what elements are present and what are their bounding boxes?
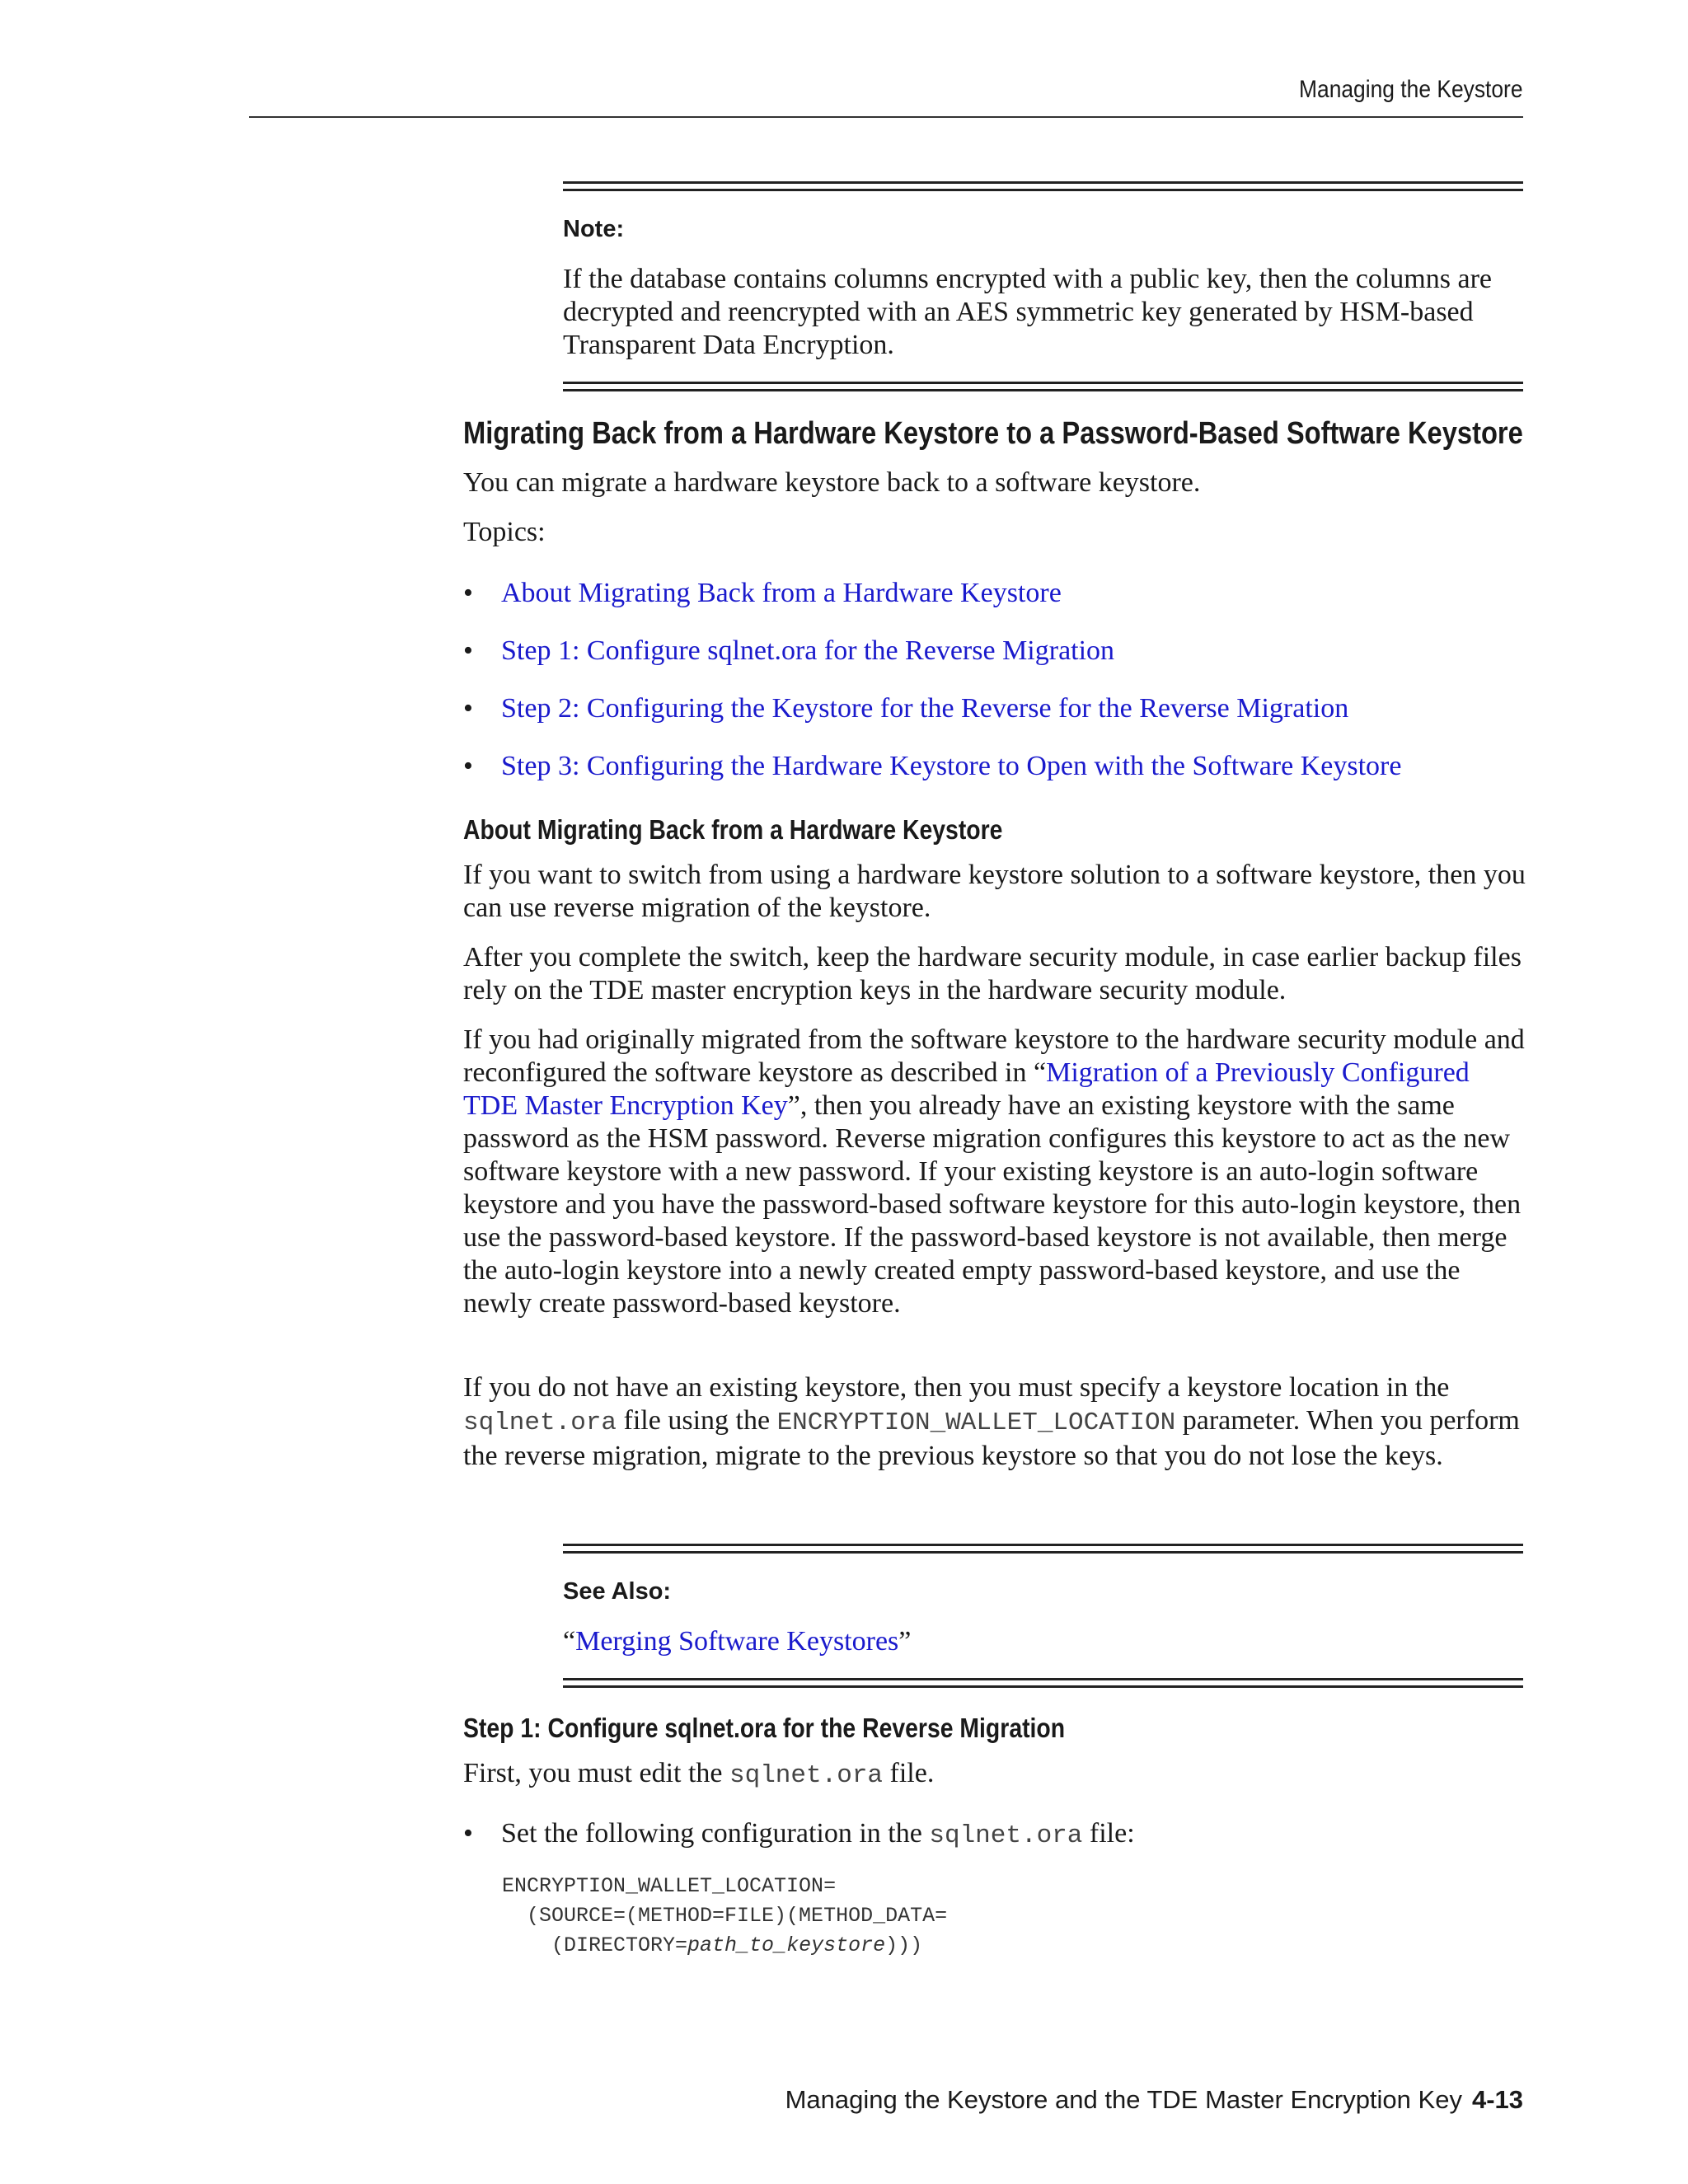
about-paragraph-1: If you want to switch from using a hardware keystore solution to a software keystore, then you can use reverse migration of the keystore.	[463, 860, 1526, 923]
about-heading: About Migrating Back from a Hardware Keystore	[463, 814, 1003, 845]
header-rule	[249, 116, 1523, 118]
migration-link[interactable]: Migration of a Previously Configured TDE Master Encryption Key	[463, 1057, 1470, 1121]
inline-code: ENCRYPTION_WALLET_LOCATION	[776, 1408, 1176, 1437]
note-box	[563, 181, 1523, 391]
section-heading: Migrating Back from a Hardware Keystore to a Password-Based Software Keystore	[463, 416, 1523, 451]
topic-item: • Step 1: Configure sqlnet.ora for the Reverse Migration	[463, 635, 1115, 666]
footer-title: Managing the Keystore and the TDE Master Encryption Key	[785, 2085, 1462, 2114]
see-also-text: “Merging Software Keystores”	[563, 1626, 912, 1657]
topic-item: • Step 2: Configuring the Keystore for the Reverse for the Reverse Migration	[463, 693, 1349, 724]
topic-link-step3[interactable]: Step 3: Configuring the Hardware Keystore to Open with the Software Keystore	[501, 751, 1402, 781]
inline-code: sqlnet.ora	[929, 1821, 1083, 1850]
see-also-bottom-rule	[563, 1678, 1523, 1688]
about-paragraph-4: If you do not have an existing keystore, then you must specify a keystore location in the sqlnet.ora file using the ENCRYPTION_WALLET_LOCATION parameter. When you perform the reverse migration, migrate to the previous keystore so that you do not lose the keys.	[463, 1372, 1520, 1471]
note-top-rule	[563, 181, 1523, 191]
see-also-box	[563, 1544, 1523, 1688]
inline-code: sqlnet.ora	[463, 1408, 617, 1437]
about-paragraph-3: If you had originally migrated from the software keystore to the hardware security module and reconfigured the software keystore as described in “Migration of a Previously Configured TDE Master Encryption Key”, then you already have an existing keystore with the same password as the HSM password. Reverse migration configures this keystore to act as the new software keystore with a new password. If your existing keystore is an auto-login software keystore and you have the password-based software keystore for this auto-login keystore, then use the password-based keystore. If the password-based keystore is not available, then merge the auto-login keystore into a newly created empty password-based keystore, and use the newly create password-based keystore.	[463, 1024, 1525, 1319]
step1-bullet: • Set the following configuration in the sqlnet.ora file:	[463, 1818, 1135, 1850]
topic-link-step2[interactable]: Step 2: Configuring the Keystore for the Reverse for the Reverse Migration	[501, 693, 1349, 724]
topic-link-step1[interactable]: Step 1: Configure sqlnet.ora for the Reverse Migration	[501, 635, 1115, 666]
note-text: If the database contains columns encrypted with a public key, then the columns are decrypted and reencrypted with an AES symmetric key generated by HSM-based Transparent Data Encryption.	[563, 264, 1492, 360]
page-number: 4-13	[1471, 2085, 1523, 2114]
page-footer	[785, 2085, 1523, 2115]
step1-paragraph: First, you must edit the sqlnet.ora file.	[463, 1758, 935, 1790]
merging-keystores-link[interactable]: Merging Software Keystores	[575, 1626, 899, 1657]
inline-code: sqlnet.ora	[729, 1761, 884, 1790]
topic-item: • Step 3: Configuring the Hardware Keystore to Open with the Software Keystore	[463, 751, 1402, 781]
step1-heading: Step 1: Configure sqlnet.ora for the Reverse Migration	[463, 1713, 1066, 1743]
topic-item: • About Migrating Back from a Hardware Keystore	[463, 578, 1062, 608]
note-label: Note:	[563, 216, 625, 242]
running-header: Managing the Keystore	[1299, 76, 1523, 103]
section-intro: You can migrate a hardware keystore back to a software keystore.	[463, 467, 1201, 498]
topic-link-about[interactable]: About Migrating Back from a Hardware Keystore	[501, 578, 1062, 608]
code-variable: path_to_keystore	[687, 1933, 886, 1957]
see-also-label: See Also:	[563, 1578, 672, 1605]
note-bottom-rule	[563, 382, 1523, 391]
see-also-top-rule	[563, 1544, 1523, 1554]
about-paragraph-2: After you complete the switch, keep the hardware security module, in case earlier backup files rely on the TDE master encryption keys in the hardware security module.	[463, 942, 1522, 1005]
topics-label: Topics:	[463, 517, 546, 547]
code-block: ENCRYPTION_WALLET_LOCATION= (SOURCE=(METHOD=FILE)(METHOD_DATA= (DIRECTORY=path_to_keystore)))	[502, 1874, 948, 1957]
